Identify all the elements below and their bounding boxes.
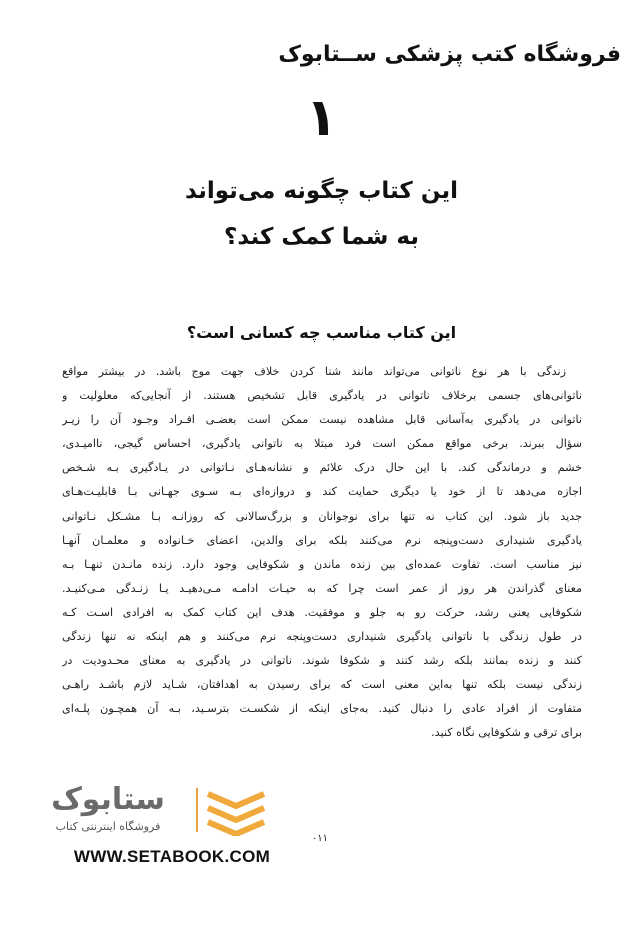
stacked-books-icon xyxy=(204,786,268,836)
body-line: یادگیری شنیداری دست‌وپنجه نرم می‌کنند بلکه برای والدین، اعضای خـانواده و معلمـان آنهـا xyxy=(62,533,582,547)
logo-divider xyxy=(196,788,198,832)
body-line: خشم و درماندگی کند. با این حال درک علائم و نشانه‌هـای نـاتوانی در یـادگیری بـه شـخص xyxy=(62,461,582,475)
logo-tagline: فروشگاه اینترنتی کتاب xyxy=(55,820,161,833)
body-line: ناتوانی در یادگیری به‌آسانی قابل مشاهده نیست ممکن است بعضـی افـراد وجـود آن را زیـر xyxy=(62,413,582,427)
body-line: جدید باز شود. این کتاب نه تنها برای نوجوانان و بزرگ‌سالانی که روزانـه بـا مشـکل نـاتوانی xyxy=(62,509,582,523)
body-paragraph xyxy=(62,360,582,746)
chapter-number: ۱ xyxy=(305,88,338,148)
body-line: در طول زندگی با ناتوانی یادگیری شنیداری دست‌وپنجه نرم می‌کنند و هم اینکه نه تنها زندگی xyxy=(62,630,582,644)
body-line: سؤال ببرند. برخی مواقع ممکن است فرد مبتلا به ناتوانی یادگیری، احساس گیجی، ناامیـدی، xyxy=(62,437,582,451)
website-url: WWW.SETABOOK.COM xyxy=(73,847,271,866)
chapter-title xyxy=(40,168,603,260)
body-line: اجازه می‌دهد تا از خود یا دیگری حمایت کند و دروازه‌ای بـه سـوی جهـانی بـا قابلیـت‌هـای xyxy=(62,485,582,499)
page-header-title: فروشگاه کتب پزشکی ســتابوک xyxy=(278,42,621,67)
body-line: زندگی نیست بلکه تنها به‌این معنی است که برای رسیدن به اهدافتان، شـاید لازم باشـد راهـی xyxy=(62,678,582,692)
logo-brand-text: ستابوک xyxy=(51,782,165,817)
page-number: ۰۱۱ xyxy=(311,833,329,844)
body-line: معنای گذراندن هر روز از عمر است چرا که به حیـات ادامـه مـی‌دهیـد یـا زنـدگی مـی‌کنیـد. xyxy=(62,581,582,595)
body-line: کنند و زنده بمانند بلکه رشد کنند و شکوفا شوند. ناتوانی در یادگیری به معنای محـدودیت در xyxy=(62,654,582,668)
body-line: ناتوانی‌های جسمی برخلاف ناتوانی در یادگیری قابل تشخیص هستند. از آنجایی‌که معلولیت و xyxy=(62,389,582,403)
body-line: متفاوت از افراد عادی را دنبال کنید. به‌جای اینکه از شکسـت بترسـید، بـه آن همچـون پلـه‌ای xyxy=(62,702,582,716)
body-line: زندگی با هر نوع ناتوانی می‌تواند مانند شنا کردن خلاف جهت موج باشد. در بیشتر مواقع xyxy=(62,365,566,378)
chapter-title-line-1: این کتاب چگونه می‌تواند xyxy=(184,178,459,204)
body-line: نیز مناسب است. تفاوت عمده‌ای بین زنده ماندن و شکوفایی وجود دارد. زنده مانـدن تنهـا بـه xyxy=(62,557,582,571)
body-line: برای ترقی و شکوفایی نگاه کنید. xyxy=(431,726,582,740)
body-line: شکوفایی یعنی رشد، حرکت رو به جلو و موفقیت. هدف این کتاب کمک به افرادی اسـت کـه xyxy=(62,605,582,619)
section-heading: این کتاب مناسب چه کسانی است؟ xyxy=(186,323,457,342)
setabook-logo xyxy=(28,778,278,842)
chapter-title-line-2: به شما کمک کند؟ xyxy=(223,224,420,250)
